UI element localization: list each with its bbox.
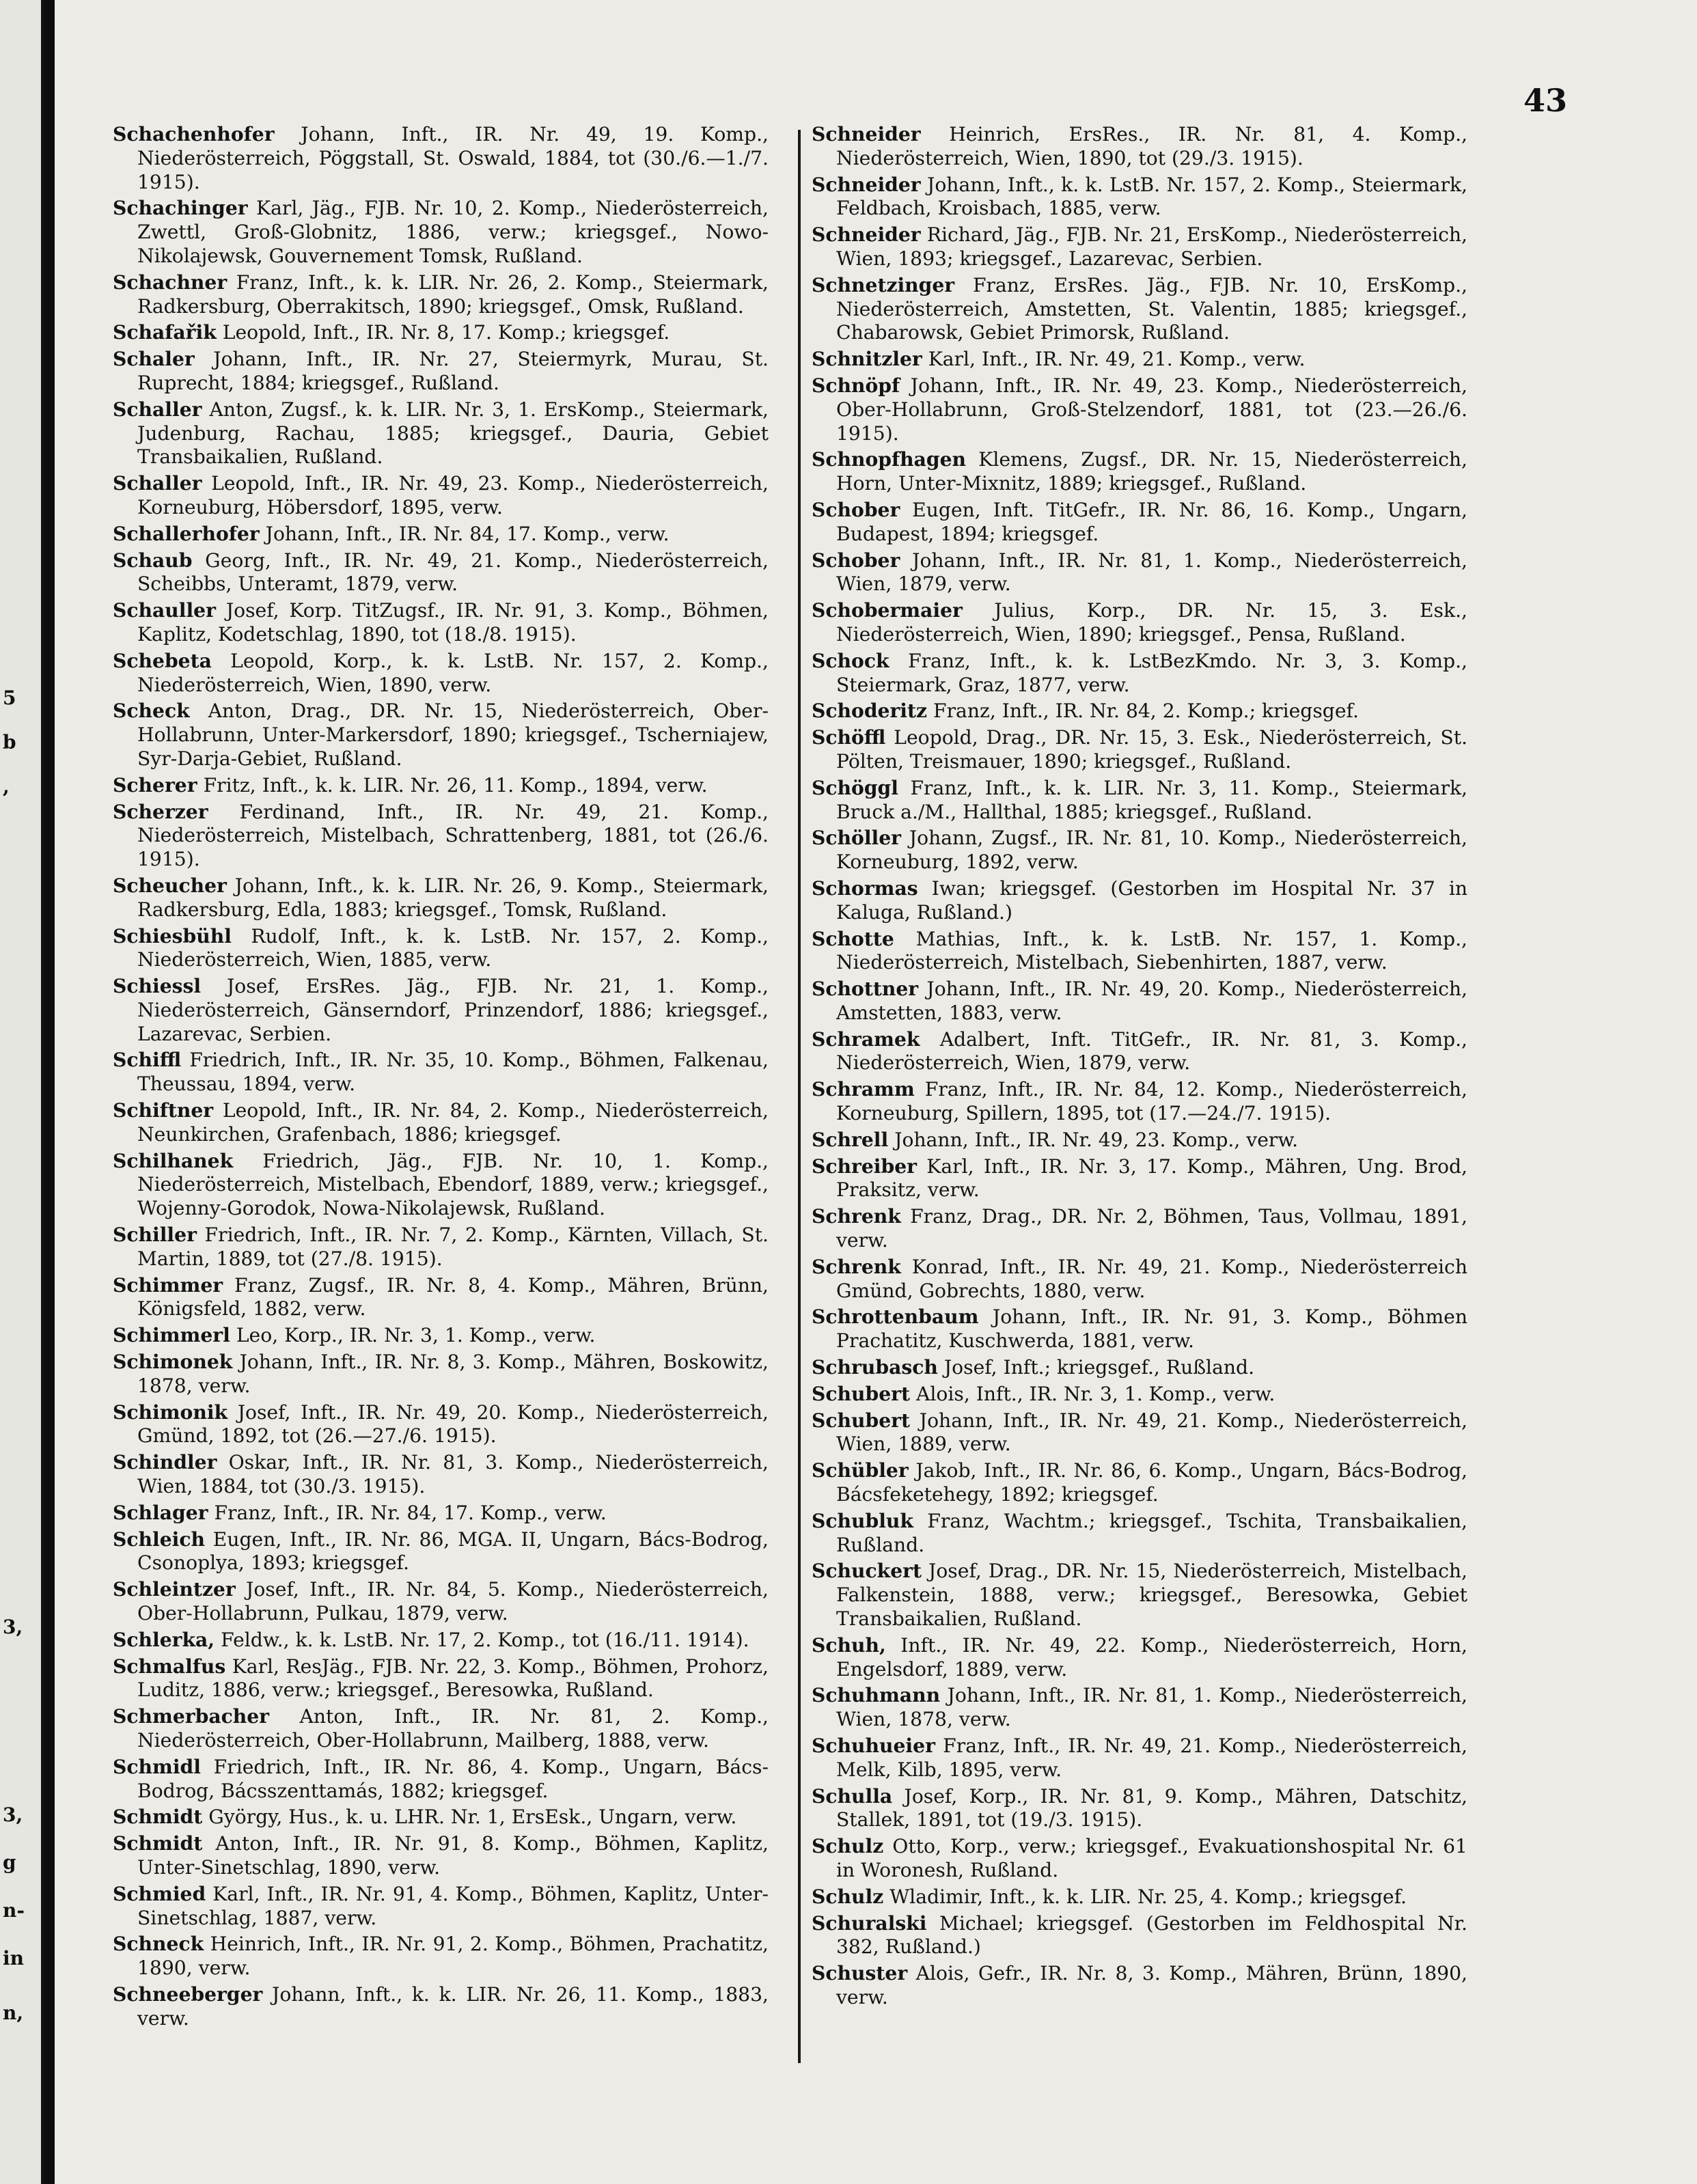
register-entry bbox=[812, 1129, 1467, 1152]
entry-details: Anton, Inft., IR. Nr. 91, 8. Komp., Böhmen, Kaplitz, Unter-Sinetschlag, 1890, verw. bbox=[137, 1832, 769, 1879]
entry-details: Franz, Zugsf., IR. Nr. 8, 4. Komp., Mähren, Brünn, Königsfeld, 1882, verw. bbox=[137, 1273, 769, 1321]
entry-details: Eugen, Inft., IR. Nr. 86, MGA. II, Ungarn, Bács-Bodrog, Csonoplya, 1893; kriegsgef. bbox=[137, 1528, 769, 1575]
entry-details: Oskar, Inft., IR. Nr. 81, 3. Komp., Niederösterreich, Wien, 1884, tot (30./3. 1915). bbox=[137, 1451, 769, 1498]
entry-surname: Schimmerl bbox=[113, 1324, 230, 1347]
entry-details: Friedrich, Inft., IR. Nr. 35, 10. Komp., Böhmen, Falkenau, Theussau, 1894, verw. bbox=[137, 1049, 769, 1096]
register-entry bbox=[812, 1155, 1467, 1203]
register-entry bbox=[113, 123, 769, 194]
entry-surname: Schramm bbox=[812, 1078, 915, 1101]
entry-surname: Schramek bbox=[812, 1027, 920, 1051]
entry-surname: Schachner bbox=[113, 271, 227, 294]
register-entry bbox=[113, 1502, 769, 1525]
register-entry bbox=[812, 1684, 1467, 1732]
entry-details: Leopold, Korp., k. k. LstB. Nr. 157, 2. Komp., Niederösterreich, Wien, 1890, verw. bbox=[137, 649, 769, 696]
entry-details: Franz, Inft., IR. Nr. 84, 12. Komp., Niederösterreich, Korneuburg, Spillern, 1895, tot (17.—24./7. 1915). bbox=[836, 1078, 1467, 1125]
entry-surname: Schneck bbox=[113, 1933, 204, 1956]
entry-details: Friedrich, Jäg., FJB. Nr. 10, 1. Komp., Niederösterreich, Mistelbach, Ebendorf, 1889, verw.; kriegsgef., Wojenny-Gorodok, Nowa-Nikolajewsk, Rußland. bbox=[137, 1149, 769, 1220]
register-entry bbox=[812, 1634, 1467, 1682]
entry-details: Michael; kriegsgef. (Gestorben im Feldhospital Nr. 382, Rußland.) bbox=[836, 1911, 1467, 1959]
register-entry bbox=[113, 1451, 769, 1499]
register-entry bbox=[812, 1560, 1467, 1631]
entry-surname: Schöggl bbox=[812, 776, 898, 799]
entry-surname: Schober bbox=[812, 498, 900, 521]
entry-details: Franz, ErsRes. Jäg., FJB. Nr. 10, ErsKomp., Niederösterreich, Amstetten, St. Valentin, 1885; kriegsgef., Chabarowsk, Gebiet Primorsk, Rußland. bbox=[836, 273, 1467, 344]
entry-surname: Schuh, bbox=[812, 1633, 886, 1657]
register-entry bbox=[812, 1785, 1467, 1833]
register-entry bbox=[113, 1099, 769, 1147]
register-entry bbox=[113, 975, 769, 1046]
entry-surname: Schiller bbox=[113, 1224, 197, 1247]
entry-details: Johann, Inft., IR. Nr. 49, 23. Komp., Niederösterreich, Ober-Hollabrunn, Groß-Stelzendorf, 1881, tot (23.—26./6. 1915). bbox=[836, 374, 1467, 445]
entry-surname: Schöffl bbox=[812, 726, 886, 749]
register-entry bbox=[113, 271, 769, 319]
entry-details: Josef, Korp., IR. Nr. 81, 9. Komp., Mähren, Datschitz, Stallek, 1891, tot (19./3. 1915). bbox=[836, 1784, 1467, 1831]
register-entry bbox=[812, 1962, 1467, 2010]
entry-details: Franz, Inft., k. k. LIR. Nr. 26, 2. Komp., Steiermark, Radkersburg, Oberrakitsch, 1890; kriegsgef., Omsk, Rußland. bbox=[137, 271, 769, 318]
entry-details: Franz, Inft., k. k. LIR. Nr. 3, 11. Komp., Steiermark, Bruck a./M., Hallthal, 1885; kriegsgef., Rußland. bbox=[836, 776, 1467, 823]
entry-surname: Schubert bbox=[812, 1409, 911, 1432]
register-entry bbox=[113, 774, 769, 798]
register-entry bbox=[113, 1883, 769, 1931]
entry-surname: Schafařik bbox=[113, 321, 217, 344]
register-entry bbox=[812, 549, 1467, 597]
register-entry bbox=[812, 499, 1467, 547]
entry-surname: Schilhanek bbox=[113, 1149, 234, 1172]
register-entry bbox=[812, 928, 1467, 976]
entry-details: Feldw., k. k. LstB. Nr. 17, 2. Komp., tot (16./11. 1914). bbox=[221, 1628, 749, 1651]
register-entry bbox=[812, 726, 1467, 774]
entry-details: Anton, Inft., IR. Nr. 81, 2. Komp., Niederösterreich, Ober-Hollabrunn, Mailberg, 1888, verw. bbox=[137, 1705, 769, 1752]
register-entry bbox=[812, 1205, 1467, 1253]
entry-surname: Schmerbacher bbox=[113, 1705, 270, 1728]
register-entry bbox=[812, 827, 1467, 874]
register-entry bbox=[812, 1510, 1467, 1558]
entry-details: Johann, Inft., IR. Nr. 49, 20. Komp., Niederösterreich, Amstetten, 1883, verw. bbox=[836, 978, 1467, 1024]
register-entry bbox=[113, 1705, 769, 1753]
register-entry bbox=[812, 1028, 1467, 1076]
register-entry bbox=[812, 174, 1467, 221]
entry-surname: Schober bbox=[812, 549, 900, 572]
entry-surname: Schoderitz bbox=[812, 700, 928, 723]
entry-details: Johann, Inft., k. k. LIR. Nr. 26, 9. Komp., Steiermark, Radkersburg, Edla, 1883; kriegsgef., Tomsk, Rußland. bbox=[137, 874, 769, 921]
entry-details: Jakob, Inft., IR. Nr. 86, 6. Komp., Ungarn, Bács-Bodrog, Bácsfeketehegy, 1892; kriegsgef. bbox=[836, 1459, 1467, 1506]
register-entry bbox=[812, 599, 1467, 647]
register-entry bbox=[113, 1933, 769, 1980]
margin-fragment: b bbox=[3, 731, 16, 754]
register-entry bbox=[812, 877, 1467, 925]
entry-details: Julius, Korp., DR. Nr. 15, 3. Esk., Niederösterreich, Wien, 1890; kriegsgef., Pensa, Rußland. bbox=[836, 599, 1467, 646]
entry-surname: Schuralski bbox=[812, 1911, 927, 1935]
register-entry bbox=[812, 1835, 1467, 1883]
register-entry bbox=[812, 650, 1467, 697]
register-entry bbox=[113, 650, 769, 697]
register-entry bbox=[812, 1356, 1467, 1380]
register-entry bbox=[113, 1756, 769, 1803]
entry-details: Josef, Drag., DR. Nr. 15, Niederösterreich, Mistelbach, Falkenstein, 1888, verw.; kriegsgef., Beresowka, Gebiet Transbaikalien, Rußland. bbox=[836, 1560, 1467, 1631]
register-entry bbox=[812, 1409, 1467, 1457]
entry-surname: Schneider bbox=[812, 173, 921, 196]
margin-fragment: g bbox=[3, 1851, 16, 1874]
entry-surname: Schobermaier bbox=[812, 599, 963, 622]
register-entry bbox=[812, 223, 1467, 271]
register-entry bbox=[113, 1351, 769, 1398]
register-entry bbox=[812, 1885, 1467, 1909]
entry-surname: Scherzer bbox=[113, 800, 208, 823]
register-entry bbox=[113, 1655, 769, 1703]
entry-details: Franz, Inft., IR. Nr. 84, 2. Komp.; kriegsgef. bbox=[933, 700, 1359, 723]
entry-details: Friedrich, Inft., IR. Nr. 7, 2. Komp., Kärnten, Villach, St. Martin, 1889, tot (27./8. 1915). bbox=[137, 1224, 769, 1270]
register-entry bbox=[812, 978, 1467, 1025]
register-entry bbox=[812, 777, 1467, 825]
entry-surname: Schiessl bbox=[113, 975, 202, 998]
entry-surname: Schubluk bbox=[812, 1509, 913, 1532]
entry-surname: Schindler bbox=[113, 1451, 217, 1474]
entry-surname: Schmidt bbox=[113, 1832, 203, 1855]
entry-details: Johann, Inft., IR. Nr. 81, 1. Komp., Niederösterreich, Wien, 1878, verw. bbox=[836, 1684, 1467, 1731]
entry-surname: Schaller bbox=[113, 398, 202, 421]
register-entry bbox=[113, 472, 769, 520]
entry-details: Johann, Inft., IR. Nr. 27, Steiermyrk, Murau, St. Ruprecht, 1884; kriegsgef., Rußland. bbox=[137, 348, 769, 394]
entry-details: Anton, Zugsf., k. k. LIR. Nr. 3, 1. ErsKomp., Steiermark, Judenburg, Rachau, 1885; kriegsgef., Dauria, Gebiet Transbaikalien, Rußland. bbox=[137, 398, 769, 469]
entry-details: Franz, Inft., k. k. LstBezKmdo. Nr. 3, 3. Komp., Steiermark, Graz, 1877, verw. bbox=[836, 649, 1467, 696]
entry-surname: Schübler bbox=[812, 1459, 909, 1482]
register-entry bbox=[812, 274, 1467, 345]
entry-surname: Scherer bbox=[113, 773, 197, 797]
entry-details: Eugen, Inft. TitGefr., IR. Nr. 86, 16. Komp., Ungarn, Budapest, 1894; kriegsgef. bbox=[836, 498, 1467, 545]
entry-surname: Schnöpf bbox=[812, 374, 900, 397]
entry-details: Friedrich, Inft., IR. Nr. 86, 4. Komp., Ungarn, Bács-Bodrog, Bácsszenttamás, 1882; kriegsgef. bbox=[137, 1755, 769, 1802]
register-entry bbox=[113, 1049, 769, 1096]
entry-surname: Schuhueier bbox=[812, 1734, 935, 1757]
entry-details: Johann, Inft., IR. Nr. 49, 23. Komp., verw. bbox=[894, 1128, 1299, 1151]
entry-surname: Schock bbox=[812, 649, 889, 672]
register-entry bbox=[113, 1274, 769, 1322]
entry-details: Anton, Drag., DR. Nr. 15, Niederösterreich, Ober-Hollabrunn, Unter-Markersdorf, 1890; kriegsgef., Tscherniajew, Syr-Darja-Gebiet, Rußland. bbox=[137, 700, 769, 770]
entry-surname: Schrenk bbox=[812, 1255, 901, 1278]
entry-details: Karl, Inft., IR. Nr. 49, 21. Komp., verw. bbox=[928, 348, 1306, 371]
register-entry bbox=[113, 1401, 769, 1449]
register-entry bbox=[113, 321, 769, 345]
register-entry bbox=[113, 700, 769, 771]
entry-details: Johann, Inft., IR. Nr. 84, 17. Komp., verw. bbox=[265, 522, 670, 545]
entry-details: Karl, ResJäg., FJB. Nr. 22, 3. Komp., Böhmen, Prohorz, Luditz, 1886, verw.; kriegsgef., Beresowka, Rußland. bbox=[137, 1655, 769, 1702]
entry-surname: Schottner bbox=[812, 978, 919, 1001]
entry-details: Adalbert, Inft. TitGefr., IR. Nr. 81, 3. Komp., Niederösterreich, Wien, 1879, verw. bbox=[836, 1027, 1467, 1075]
register-entry bbox=[113, 1629, 769, 1653]
register-entry bbox=[113, 197, 769, 268]
register-entry bbox=[113, 925, 769, 973]
register-entry bbox=[812, 1078, 1467, 1126]
entry-details: Josef, Inft., IR. Nr. 49, 20. Komp., Niederösterreich, Gmünd, 1892, tot (26.—27./6. 1915). bbox=[137, 1400, 769, 1448]
register-entry bbox=[812, 1912, 1467, 1960]
register-entry bbox=[812, 348, 1467, 372]
entry-details: György, Hus., k. u. LHR. Nr. 1, ErsEsk., Ungarn, verw. bbox=[208, 1806, 737, 1829]
register-entry bbox=[812, 700, 1467, 723]
register-entry bbox=[113, 398, 769, 469]
column-divider bbox=[798, 130, 801, 2063]
register-entry bbox=[812, 448, 1467, 496]
entry-surname: Schubert bbox=[812, 1382, 911, 1405]
entry-surname: Schrenk bbox=[812, 1205, 901, 1228]
adjacent-page-edge bbox=[0, 0, 44, 2184]
entry-surname: Schiesbühl bbox=[113, 924, 232, 948]
entry-details: Georg, Inft., IR. Nr. 49, 21. Komp., Niederösterreich, Scheibbs, Unteramt, 1879, verw. bbox=[137, 549, 769, 596]
register-entry bbox=[113, 549, 769, 597]
entry-surname: Schmalfus bbox=[113, 1655, 226, 1678]
entry-surname: Schlerka, bbox=[113, 1628, 215, 1651]
entry-surname: Schaller bbox=[113, 472, 202, 495]
register-entry bbox=[812, 1256, 1467, 1303]
entry-surname: Schachenhofer bbox=[113, 123, 275, 146]
entry-surname: Schnitzler bbox=[812, 348, 922, 371]
register-entry bbox=[113, 801, 769, 872]
register-entry bbox=[113, 1224, 769, 1271]
register-entry bbox=[113, 1983, 769, 2031]
entry-surname: Schotte bbox=[812, 927, 894, 950]
entry-details: Josef, ErsRes. Jäg., FJB. Nr. 21, 1. Komp., Niederösterreich, Gänserndorf, Prinzendorf, 1886; kriegsgef., Lazarevac, Serbien. bbox=[137, 975, 769, 1045]
entry-surname: Scheck bbox=[113, 700, 190, 723]
entry-details: Richard, Jäg., FJB. Nr. 21, ErsKomp., Niederösterreich, Wien, 1893; kriegsgef., Lazarevac, Serbien. bbox=[836, 223, 1467, 270]
page-number: 43 bbox=[1523, 82, 1567, 119]
register-entry bbox=[113, 599, 769, 647]
entry-details: Leopold, Inft., IR. Nr. 8, 17. Komp.; kriegsgef. bbox=[222, 321, 670, 344]
entry-surname: Schaler bbox=[113, 348, 195, 371]
entry-details: Karl, Inft., IR. Nr. 91, 4. Komp., Böhmen, Kaplitz, Unter-Sinetschlag, 1887, verw. bbox=[137, 1882, 769, 1929]
entry-details: Leopold, Inft., IR. Nr. 84, 2. Komp., Niederösterreich, Neunkirchen, Grafenbach, 1886; kriegsgef. bbox=[137, 1099, 769, 1146]
entry-details: Johann, Inft., IR. Nr. 81, 1. Komp., Niederösterreich, Wien, 1879, verw. bbox=[836, 549, 1467, 596]
entry-surname: Schimonek bbox=[113, 1351, 233, 1374]
entry-surname: Schimonik bbox=[113, 1400, 228, 1424]
register-entry bbox=[113, 1806, 769, 1829]
register-entry bbox=[812, 374, 1467, 445]
entry-surname: Schrell bbox=[812, 1128, 889, 1151]
entry-details: Josef, Inft., IR. Nr. 84, 5. Komp., Niederösterreich, Ober-Hollabrunn, Pulkau, 1879, verw. bbox=[137, 1578, 769, 1625]
entry-surname: Schrubasch bbox=[812, 1356, 938, 1379]
entry-details: Inft., IR. Nr. 49, 22. Komp., Niederösterreich, Horn, Engelsdorf, 1889, verw. bbox=[836, 1633, 1467, 1681]
entry-details: Johann, Zugsf., IR. Nr. 81, 10. Komp., Niederösterreich, Korneuburg, 1892, verw. bbox=[836, 827, 1467, 874]
entry-details: Johann, Inft., k. k. LIR. Nr. 26, 11. Komp., 1883, verw. bbox=[137, 1982, 769, 2030]
book-page bbox=[55, 0, 1697, 2184]
entry-surname: Schebeta bbox=[113, 649, 212, 672]
entry-details: Otto, Korp., verw.; kriegsgef., Evakuationshospital Nr. 61 in Woronesh, Rußland. bbox=[836, 1835, 1467, 1881]
entry-surname: Schachinger bbox=[113, 197, 248, 220]
margin-fragment: 3, bbox=[3, 1803, 23, 1826]
entry-details: Franz, Inft., IR. Nr. 49, 21. Komp., Niederösterreich, Melk, Kilb, 1895, verw. bbox=[836, 1734, 1467, 1781]
entry-surname: Schneider bbox=[812, 223, 921, 247]
register-entry bbox=[113, 1578, 769, 1626]
margin-fragment: 3, bbox=[3, 1616, 23, 1638]
entry-details: Leo, Korp., IR. Nr. 3, 1. Komp., verw. bbox=[236, 1324, 596, 1347]
entry-details: Ferdinand, Inft., IR. Nr. 49, 21. Komp., Niederösterreich, Mistelbach, Schrattenberg, 1881, tot (26./6. 1915). bbox=[137, 800, 769, 871]
entry-surname: Schneeberger bbox=[113, 1982, 263, 2006]
entry-surname: Schmidt bbox=[113, 1806, 203, 1829]
entry-surname: Schuster bbox=[812, 1962, 908, 1985]
entry-surname: Schmidl bbox=[113, 1755, 201, 1778]
entry-surname: Schmied bbox=[113, 1882, 206, 1905]
entry-details: Heinrich, Inft., IR. Nr. 91, 2. Komp., Böhmen, Prachatitz, 1890, verw. bbox=[137, 1933, 769, 1980]
entry-details: Konrad, Inft., IR. Nr. 49, 21. Komp., Niederösterreich Gmünd, Gobrechts, 1880, verw. bbox=[836, 1255, 1467, 1302]
entry-details: Heinrich, ErsRes., IR. Nr. 81, 4. Komp., Niederösterreich, Wien, 1890, tot (29./3. 1915). bbox=[836, 123, 1467, 169]
entry-surname: Schlager bbox=[113, 1501, 208, 1524]
register-entry bbox=[812, 1305, 1467, 1353]
right-column bbox=[812, 123, 1467, 2013]
entry-details: Mathias, Inft., k. k. LstB. Nr. 157, 1. Komp., Niederösterreich, Mistelbach, Siebenhirten, 1887, verw. bbox=[836, 927, 1467, 974]
entry-surname: Schleintzer bbox=[113, 1578, 236, 1601]
entry-surname: Schulz bbox=[812, 1885, 884, 1908]
entry-surname: Schormas bbox=[812, 876, 918, 900]
register-entry bbox=[113, 348, 769, 396]
entry-details: Karl, Jäg., FJB. Nr. 10, 2. Komp., Niederösterreich, Zwettl, Groß-Globnitz, 1886, verw.; kriegsgef., Nowo-Nikolajewsk, Gouvernement Tomsk, Rußland. bbox=[137, 197, 769, 267]
entry-details: Franz, Wachtm.; kriegsgef., Tschita, Transbaikalien, Rußland. bbox=[836, 1509, 1467, 1556]
entry-details: Franz, Inft., IR. Nr. 84, 17. Komp., verw. bbox=[214, 1501, 607, 1524]
register-entry bbox=[812, 1383, 1467, 1407]
register-entry bbox=[113, 874, 769, 922]
register-entry bbox=[113, 1324, 769, 1348]
entry-surname: Schulla bbox=[812, 1784, 893, 1808]
entry-surname: Schallerhofer bbox=[113, 522, 260, 545]
register-entry bbox=[113, 523, 769, 547]
entry-surname: Schnetzinger bbox=[812, 273, 955, 296]
entry-surname: Schneider bbox=[812, 123, 921, 146]
entry-surname: Schulz bbox=[812, 1835, 884, 1858]
entry-details: Wladimir, Inft., k. k. LIR. Nr. 25, 4. Komp.; kriegsgef. bbox=[889, 1885, 1407, 1908]
entry-details: Josef, Inft.; kriegsgef., Rußland. bbox=[943, 1356, 1255, 1379]
margin-fragment: n- bbox=[3, 1899, 25, 1922]
entry-details: Alois, Inft., IR. Nr. 3, 1. Komp., verw. bbox=[916, 1382, 1275, 1405]
register-entry bbox=[113, 1528, 769, 1576]
margin-fragment: , bbox=[3, 775, 10, 798]
entry-details: Franz, Drag., DR. Nr. 2, Böhmen, Taus, Vollmau, 1891, verw. bbox=[836, 1205, 1467, 1252]
margin-fragment: in bbox=[3, 1947, 24, 1969]
entry-details: Johann, Inft., IR. Nr. 8, 3. Komp., Mähren, Boskowitz, 1878, verw. bbox=[137, 1351, 769, 1397]
register-entry bbox=[812, 1459, 1467, 1507]
entry-details: Leopold, Inft., IR. Nr. 49, 23. Komp., Niederösterreich, Korneuburg, Höbersdorf, 1895, verw. bbox=[137, 472, 769, 519]
entry-surname: Schaub bbox=[113, 549, 193, 572]
entry-details: Josef, Korp. TitZugsf., IR. Nr. 91, 3. Komp., Böhmen, Kaplitz, Kodetschlag, 1890, tot (18./8. 1915). bbox=[137, 599, 769, 646]
entry-surname: Schuckert bbox=[812, 1560, 922, 1583]
entry-surname: Schuhmann bbox=[812, 1684, 941, 1707]
left-column bbox=[113, 123, 769, 2034]
entry-surname: Schiftner bbox=[113, 1099, 214, 1122]
entry-surname: Schleich bbox=[113, 1528, 206, 1551]
entry-surname: Schöller bbox=[812, 827, 902, 850]
entry-surname: Schreiber bbox=[812, 1155, 917, 1178]
entry-details: Iwan; kriegsgef. (Gestorben im Hospital Nr. 37 in Kaluga, Rußland.) bbox=[836, 876, 1467, 924]
entry-surname: Scheucher bbox=[113, 874, 227, 897]
entry-details: Rudolf, Inft., k. k. LstB. Nr. 157, 2. Komp., Niederösterreich, Wien, 1885, verw. bbox=[137, 924, 769, 971]
entry-surname: Schimmer bbox=[113, 1273, 223, 1297]
entry-details: Leopold, Drag., DR. Nr. 15, 3. Esk., Niederösterreich, St. Pölten, Treismauer, 1890; kriegsgef., Rußland. bbox=[836, 726, 1467, 773]
entry-surname: Schrottenbaum bbox=[812, 1305, 979, 1329]
margin-fragment: n, bbox=[3, 2002, 24, 2024]
entry-details: Johann, Inft., IR. Nr. 91, 3. Komp., Böhmen Prachatitz, Kuschwerda, 1881, verw. bbox=[836, 1305, 1467, 1353]
entry-details: Johann, Inft., IR. Nr. 49, 21. Komp., Niederösterreich, Wien, 1889, verw. bbox=[836, 1409, 1467, 1456]
register-entry bbox=[812, 123, 1467, 171]
entry-surname: Schauller bbox=[113, 599, 216, 622]
margin-fragment: 5 bbox=[3, 687, 16, 709]
entry-details: Johann, Inft., k. k. LstB. Nr. 157, 2. Komp., Steiermark, Feldbach, Kroisbach, 1885, verw. bbox=[836, 173, 1468, 220]
entry-details: Alois, Gefr., IR. Nr. 8, 3. Komp., Mähren, Brünn, 1890, verw. bbox=[836, 1962, 1467, 2008]
register-entry bbox=[113, 1150, 769, 1221]
entry-details: Karl, Inft., IR. Nr. 3, 17. Komp., Mähren, Ung. Brod, Praksitz, verw. bbox=[836, 1155, 1467, 1202]
entry-details: Fritz, Inft., k. k. LIR. Nr. 26, 11. Komp., 1894, verw. bbox=[203, 773, 708, 797]
entry-surname: Schiffl bbox=[113, 1049, 182, 1072]
entry-details: Johann, Inft., IR. Nr. 49, 19. Komp., Niederösterreich, Pöggstall, St. Oswald, 1884, tot (30./6.—1./7. 1915). bbox=[137, 123, 769, 193]
register-entry bbox=[812, 1734, 1467, 1782]
entry-details: Klemens, Zugsf., DR. Nr. 15, Niederösterreich, Horn, Unter-Mixnitz, 1889; kriegsgef., Rußland. bbox=[836, 448, 1467, 495]
register-entry bbox=[113, 1832, 769, 1880]
entry-surname: Schnopfhagen bbox=[812, 448, 967, 471]
